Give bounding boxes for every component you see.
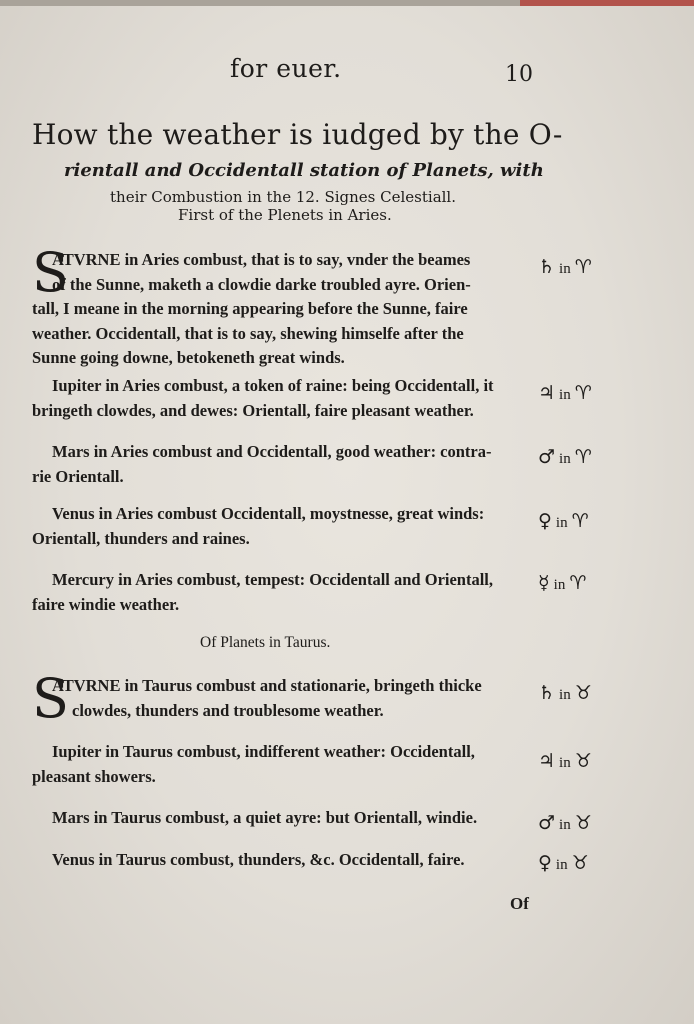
aries-glyph-icon: ♈ (574, 446, 592, 468)
running-title: for euer. (230, 54, 342, 83)
text-line: clowdes, thunders and troublesome weather. (72, 700, 384, 720)
saturn-glyph-icon: ♄ (538, 682, 556, 704)
taurus-glyph-icon: ♉ (574, 750, 592, 772)
paragraph-jupiter-aries (32, 374, 532, 423)
text-line: Venus in Taurus combust, thunders, &c. Occidentall, faire. (52, 850, 465, 869)
aries-glyph-icon: ♈ (574, 256, 592, 278)
paragraph-venus-taurus (32, 848, 532, 873)
margin-note (538, 852, 589, 874)
paragraph-mars-aries (32, 440, 532, 489)
text-line: of the Sunne, maketh a clowdie darke troubled ayre. Orien- (52, 274, 471, 294)
text-line: Iupiter in Aries combust, a token of raine: being Occidentall, it (52, 376, 494, 395)
text-line: Orientall, thunders and raines. (32, 528, 250, 548)
venus-glyph-icon: ♀ (538, 510, 552, 532)
text-line: rie Orientall. (32, 466, 124, 486)
margin-note (538, 812, 592, 834)
margin-in: in (559, 755, 571, 771)
text-line: Mercury in Aries combust, tempest: Occidentall and Orientall, (52, 570, 494, 589)
aries-glyph-icon: ♈ (574, 382, 592, 404)
venus-glyph-icon: ♀ (538, 852, 552, 874)
margin-in: in (559, 687, 571, 703)
mars-glyph-icon: ♂ (538, 812, 556, 834)
jupiter-glyph-icon: ♃ (538, 750, 556, 772)
margin-note (538, 256, 592, 278)
chapter-title-line-4: First of the Plenets in Aries. (178, 206, 392, 224)
margin-note (538, 750, 592, 772)
text-line: Mars in Taurus combust, a quiet ayre: but Orientall, windie. (52, 808, 478, 827)
margin-in: in (553, 577, 566, 593)
text-line: faire windie weather. (32, 594, 180, 614)
page-number: 10 (505, 62, 533, 87)
text-line: ATVRNE in Taurus combust and stationarie, bringeth thicke (52, 676, 482, 695)
text-line: Iupiter in Taurus combust, indifferent weather: Occidentall, (52, 742, 475, 761)
text-line: Sunne going downe, betokeneth great winds. (32, 348, 345, 367)
saturn-glyph-icon: ♄ (538, 256, 556, 278)
chapter-title-line-3: their Combustion in the 12. Signes Celestiall. (110, 188, 456, 206)
mercury-glyph-icon: ☿ (538, 572, 550, 594)
margin-note (538, 510, 589, 532)
margin-in: in (555, 515, 568, 531)
red-edge-mark (520, 0, 694, 6)
text-line: tall, I meane in the morning appearing before the Sunne, faire (32, 299, 468, 318)
margin-in: in (559, 817, 571, 833)
text-line: ATVRNE in Aries combust, that is to say, vnder the beames (52, 250, 471, 269)
chapter-title-line-2: rientall and Occidentall station of Planets, with (64, 160, 544, 181)
paragraph-venus-aries (32, 502, 532, 551)
aries-glyph-icon: ♈ (569, 572, 587, 594)
margin-in: in (559, 451, 571, 467)
margin-in: in (559, 387, 571, 403)
paragraph-saturn-aries (32, 241, 532, 371)
mars-glyph-icon: ♂ (538, 446, 556, 468)
text-line: Venus in Aries combust Occidentall, moystnesse, great winds: (52, 504, 485, 523)
margin-in: in (559, 261, 571, 277)
margin-in: in (555, 857, 568, 873)
paragraph-mars-taurus (32, 806, 532, 831)
text-line: pleasant showers. (32, 766, 156, 786)
text-line: weather. Occidentall, that is to say, shewing himselfe after the (32, 323, 464, 343)
drop-capital: S (32, 241, 69, 304)
paragraph-mercury-aries (32, 568, 532, 617)
aries-glyph-icon: ♈ (571, 510, 589, 532)
margin-note (538, 682, 592, 704)
margin-note (538, 572, 586, 594)
text-line: bringeth clowdes, and dewes: Orientall, faire pleasant weather. (32, 400, 474, 420)
margin-note (538, 382, 592, 404)
taurus-glyph-icon: ♉ (574, 682, 592, 704)
taurus-glyph-icon: ♉ (571, 852, 589, 874)
paragraph-jupiter-taurus (32, 740, 532, 789)
text-line: Mars in Aries combust and Occidentall, good weather: contra- (52, 442, 492, 461)
drop-capital: S (32, 667, 69, 730)
catchword: Of (510, 894, 529, 913)
jupiter-glyph-icon: ♃ (538, 382, 556, 404)
chapter-title-line-1: How the weather is iudged by the O- (32, 118, 563, 151)
taurus-glyph-icon: ♉ (574, 812, 592, 834)
section-heading-taurus: Of Planets in Taurus. (200, 634, 331, 651)
paragraph-saturn-taurus (32, 674, 532, 723)
margin-note (538, 446, 592, 468)
